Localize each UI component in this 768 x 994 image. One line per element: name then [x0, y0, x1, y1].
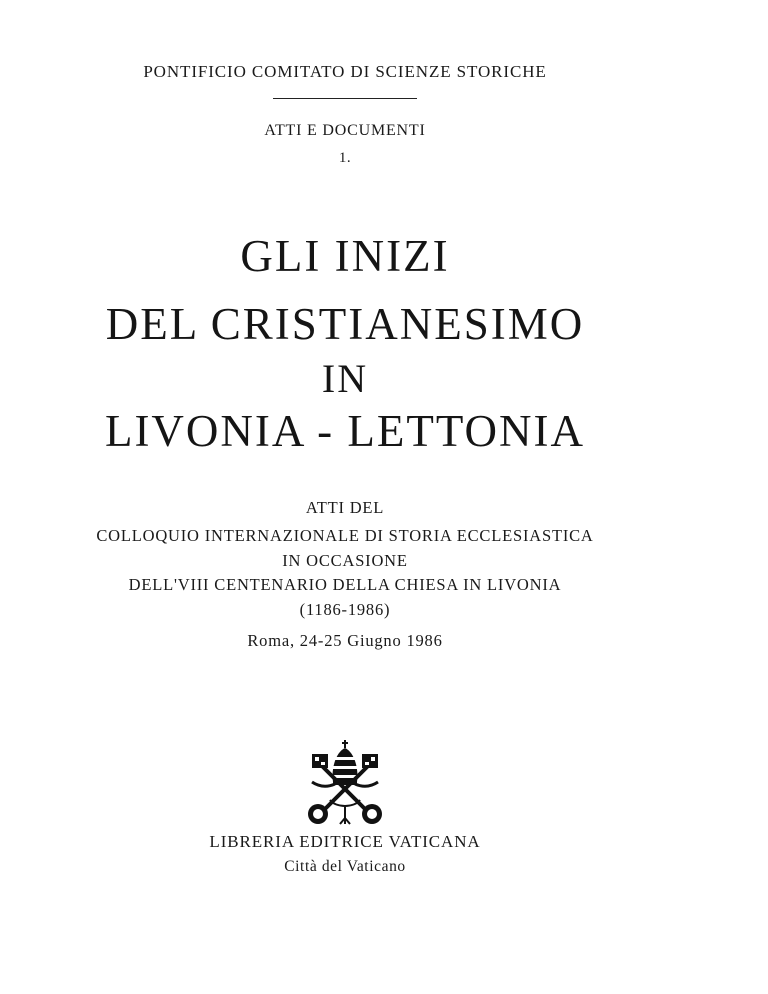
committee-name: PONTIFICIO COMITATO DI SCIENZE STORICHE: [143, 62, 547, 81]
subtitle-line-1: ATTI DEL: [305, 498, 385, 517]
title-line-2: DEL CRISTIANESIMO: [105, 299, 585, 349]
years: (1186-1986): [299, 600, 391, 619]
subtitle-line-2: COLLOQUIO INTERNAZIONALE DI STORIA ECCLESIASTICA: [96, 526, 594, 545]
title-line-1: GLI INIZI: [240, 231, 450, 281]
title-line-4: LIVONIA - LETTONIA: [104, 406, 586, 456]
publisher-city: Città del Vaticano: [284, 858, 406, 875]
publisher-name: LIBRERIA EDITRICE VATICANA: [209, 832, 481, 851]
volume-number: 1.: [338, 150, 352, 166]
title-line-3: IN: [321, 356, 369, 401]
place-date: Roma, 24-25 Giugno 1986: [247, 631, 443, 650]
papal-keys-tiara-emblem-icon: [300, 738, 390, 828]
subtitle-line-3: IN OCCASIONE: [282, 551, 408, 570]
subtitle-line-4: DELL'VIII CENTENARIO DELLA CHIESA IN LIVONIA: [128, 575, 562, 594]
series-name: ATTI E DOCUMENTI: [264, 122, 426, 139]
header-divider: [273, 98, 417, 99]
